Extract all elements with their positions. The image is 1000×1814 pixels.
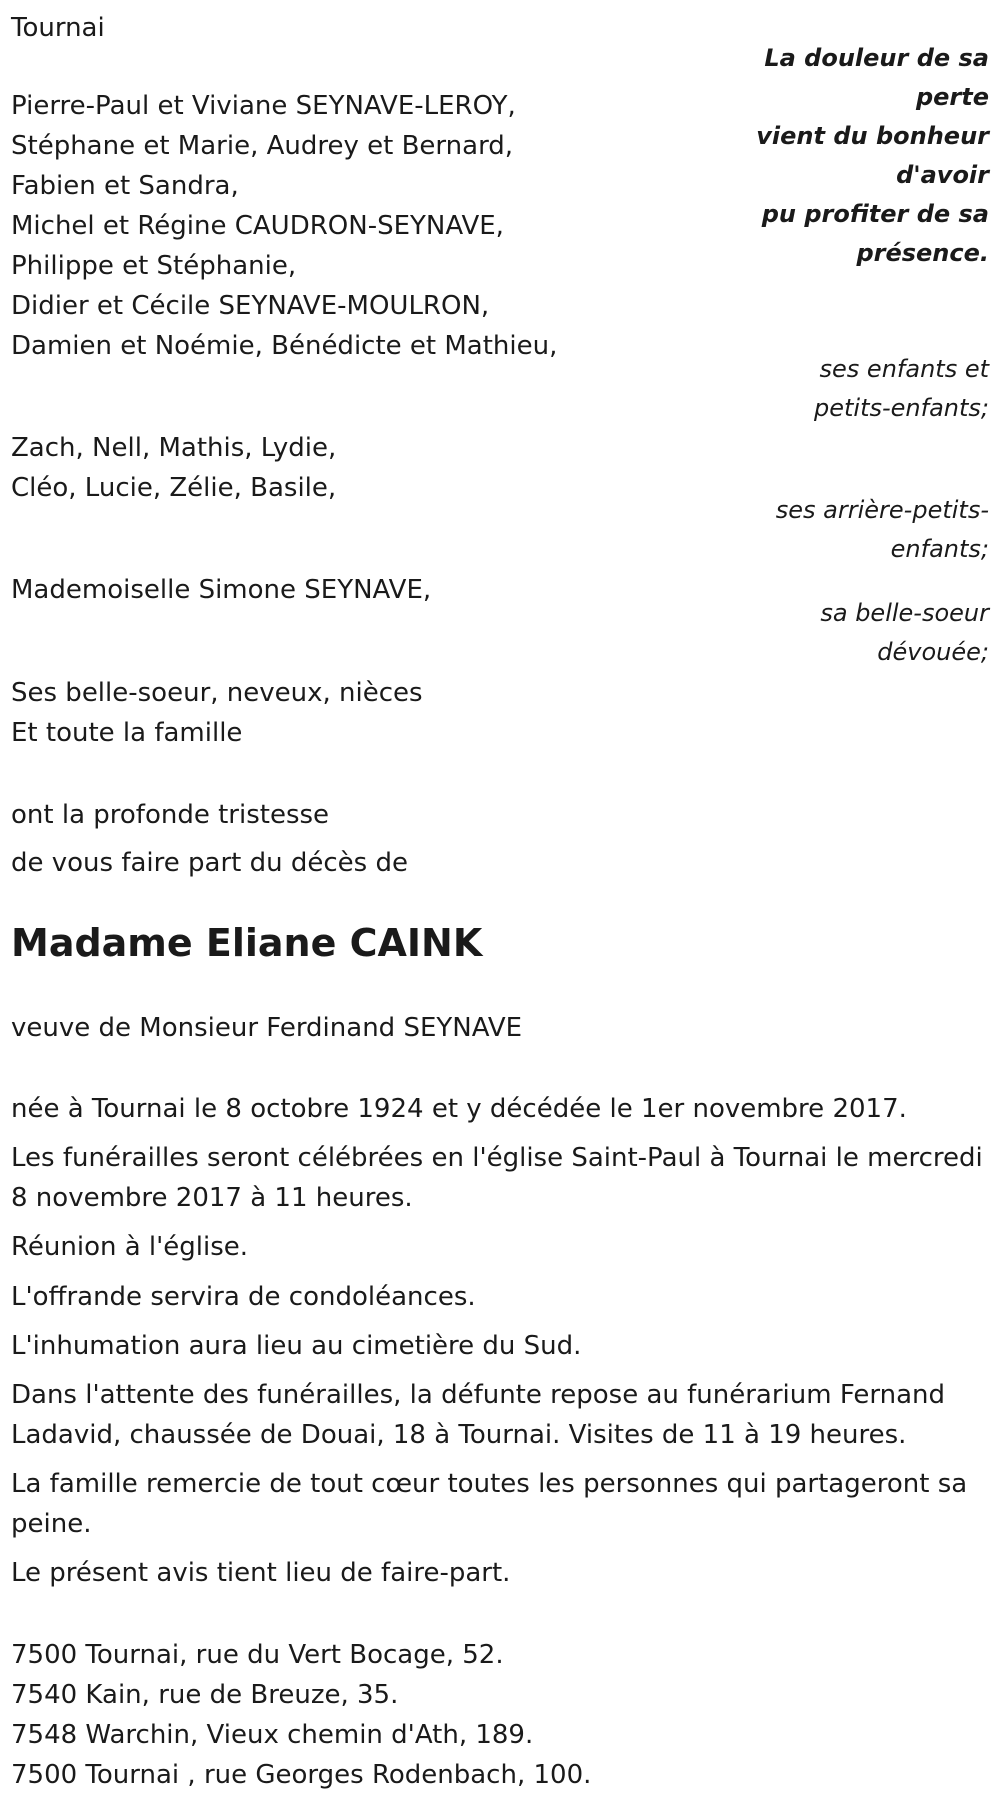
paragraph: La famille remercie de tout cœur toutes les personnes qui partageront sa peine. xyxy=(11,1469,968,1539)
family-line: Fabien et Sandra, xyxy=(11,171,239,201)
family-line: Stéphane et Marie, Audrey et Bernard, xyxy=(11,131,514,161)
quote-line: pu profiter de sa xyxy=(761,200,989,228)
paragraph: Les funérailles seront célébrées en l'église Saint-Paul à Tournai le mercredi 8 novembre 2017 à 11 heures. xyxy=(11,1143,983,1213)
paragraph: L'inhumation aura lieu au cimetière du Sud. xyxy=(11,1331,582,1361)
place-line: Tournai xyxy=(11,13,105,43)
widow-of: veuve de Monsieur Ferdinand SEYNAVE xyxy=(11,1013,523,1043)
quote-line: d'avoir xyxy=(896,161,989,189)
intro-line: ont la profonde tristesse xyxy=(11,800,330,830)
quote-line: perte xyxy=(915,83,989,111)
family-line: Philippe et Stéphanie, xyxy=(11,251,297,281)
quote-line: présence. xyxy=(856,239,989,267)
paragraph: Dans l'attente des funérailles, la défunte repose au funérarium Fernand Ladavid, chaussée de Douai, 18 à Tournai. Visites de 11 à 19 heures. xyxy=(11,1380,946,1450)
family-rest-line: Et toute la famille xyxy=(11,718,243,748)
caption-children: petits-enfants; xyxy=(814,394,989,422)
family-line: Pierre-Paul et Viviane SEYNAVE-LEROY, xyxy=(11,91,516,121)
address-line: 7548 Warchin, Vieux chemin d'Ath, 189. xyxy=(11,1720,534,1750)
quote-line: vient du bonheur xyxy=(756,122,989,150)
address-line: 7500 Tournai , rue Georges Rodenbach, 100. xyxy=(11,1760,592,1790)
paragraph: née à Tournai le 8 octobre 1924 et y décédée le 1er novembre 2017. xyxy=(11,1094,907,1124)
caption-sister-in-law: dévouée; xyxy=(877,638,989,666)
quote-line: La douleur de sa xyxy=(764,44,989,72)
family-line: Michel et Régine CAUDRON-SEYNAVE, xyxy=(11,211,504,241)
address-line: 7540 Kain, rue de Breuze, 35. xyxy=(11,1680,399,1710)
caption-great-grandchildren: ses arrière-petits- xyxy=(775,496,989,524)
grandchildren-line: Cléo, Lucie, Zélie, Basile, xyxy=(11,473,337,503)
sister-line: Mademoiselle Simone SEYNAVE, xyxy=(11,575,432,605)
intro-line: de vous faire part du décès de xyxy=(11,848,408,878)
grandchildren-line: Zach, Nell, Mathis, Lydie, xyxy=(11,433,337,463)
caption-children: ses enfants et xyxy=(819,355,989,383)
caption-great-grandchildren: enfants; xyxy=(890,535,989,563)
address-line: 7500 Tournai, rue du Vert Bocage, 52. xyxy=(11,1640,504,1670)
caption-sister-in-law: sa belle-soeur xyxy=(820,599,989,627)
paragraph: L'offrande servira de condoléances. xyxy=(11,1282,476,1312)
deceased-name: Madame Eliane CAINK xyxy=(11,921,483,965)
paragraph: Réunion à l'église. xyxy=(11,1232,249,1262)
family-line: Damien et Noémie, Bénédicte et Mathieu, xyxy=(11,331,558,361)
family-line: Didier et Cécile SEYNAVE-MOULRON, xyxy=(11,291,490,321)
paragraph: Le présent avis tient lieu de faire-part. xyxy=(11,1558,511,1588)
family-rest-line: Ses belle-soeur, neveux, nièces xyxy=(11,678,423,708)
